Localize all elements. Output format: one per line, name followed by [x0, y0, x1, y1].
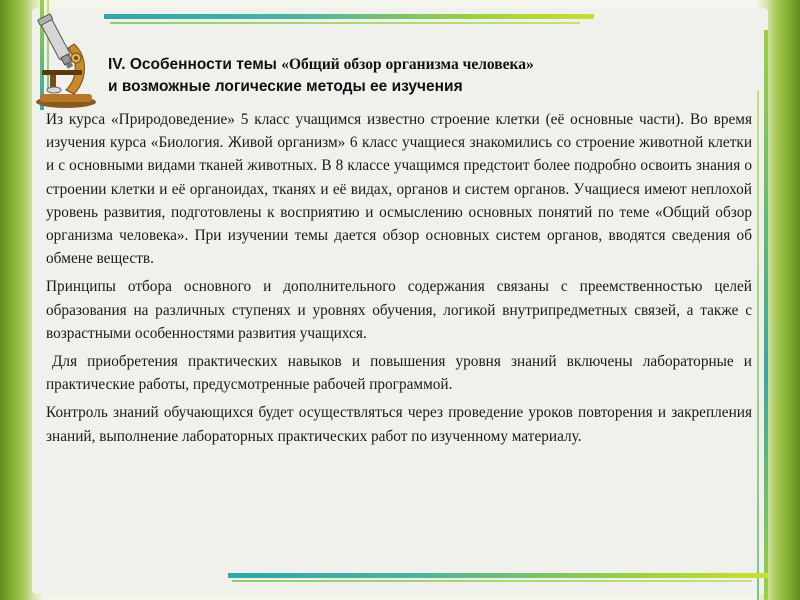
- slide-body: [46, 108, 752, 453]
- decorative-bottom-bar-thin: [232, 580, 752, 582]
- title-topic: «Общий обзор организма человека»: [281, 56, 534, 73]
- decorative-top-bar: [104, 14, 594, 19]
- decorative-vertical-bar-right-thin: [757, 90, 759, 600]
- paragraph-knowledge-control: Контроль знаний обучающихся будет осуществляться через проведение уроков повторения и закрепления знаний, выполнение лабораторных практических работ по изученному материалу.: [46, 404, 752, 445]
- slide-title: [108, 54, 728, 98]
- microscope-icon: [22, 10, 102, 110]
- decorative-top-bar-thin: [110, 22, 580, 24]
- title-subtitle: и возможные логические методы ее изучения: [108, 78, 463, 95]
- paragraph-content-principles: Принципы отбора основного и дополнительного содержания связаны с преемственностью целей образования на различных ступенях и уровнях обучения, логикой внутрипредметных связей, а также с возрастными особенностями развития учащихся.: [46, 278, 752, 342]
- paragraph-practical-work: Для приобретения практических навыков и повышения уровня знаний включены лабораторные и практические работы, предусмотренные рабочей программой.: [46, 353, 752, 394]
- paragraph-course-background: Из курса «Природоведение» 5 класс учащимся известно строение клетки (её основные части). Во время изучения курса «Биология. Живой организм» 6 класс учащиеся знакомились со строение животной клетки и с основными видами тканей животных. В 8 классе учащимся предстоит более подробно освоить знания о строении клетки и её органоидах, тканях и её видах, органов и систем органов. Учащиеся имеют неплохой уровень развития, подготовлены к восприятию и осмыслению основных понятий по теме «Общий обзор организма человека». При изучении темы дается обзор основных систем органов, вводятся сведения об обмене веществ.: [46, 111, 752, 268]
- decorative-vertical-bar-right: [764, 30, 768, 600]
- decorative-bottom-bar: [228, 573, 768, 578]
- title-prefix: IV. Особенности темы: [108, 56, 282, 73]
